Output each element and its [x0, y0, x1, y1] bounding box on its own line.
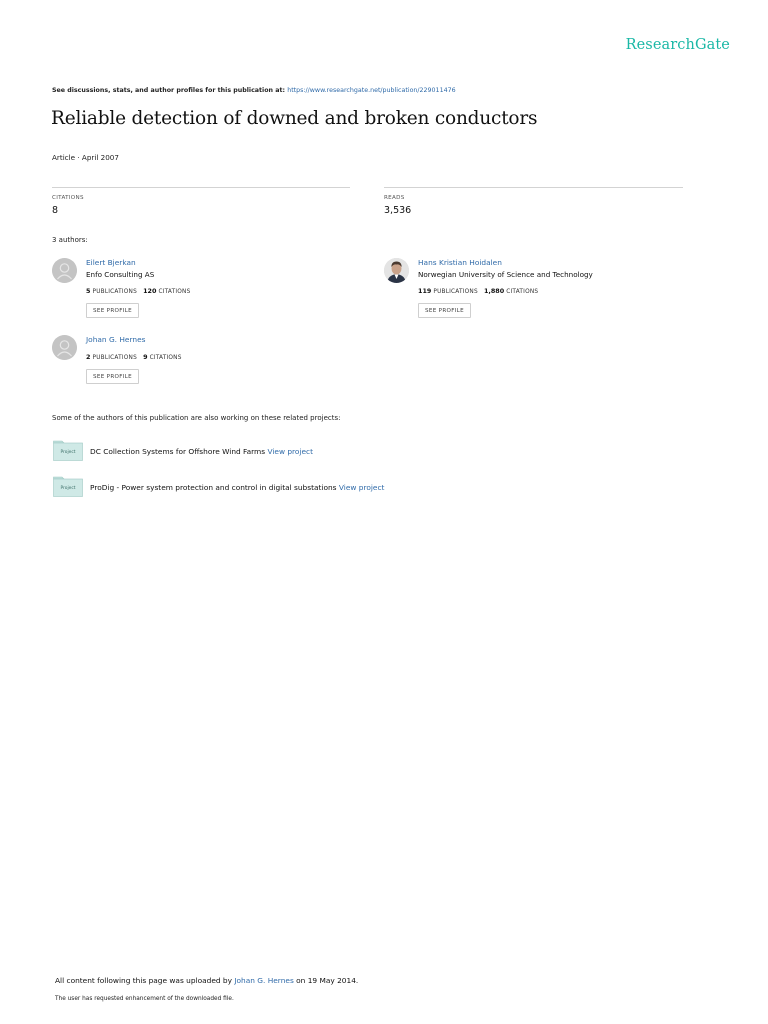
project-folder-label: Project [60, 486, 76, 491]
citations-count: 120 [143, 287, 157, 295]
divider [384, 187, 683, 188]
citations-label: CITATIONS [158, 289, 191, 295]
project-item [90, 483, 384, 492]
view-project-link[interactable]: View project [267, 447, 313, 456]
view-project-link[interactable]: View project [338, 483, 385, 492]
divider [52, 187, 350, 188]
authors-heading: 3 authors: [52, 236, 88, 244]
author-photo-icon [384, 258, 409, 283]
citations-count: 9 [143, 353, 148, 361]
project-folder-icon [53, 476, 83, 501]
author-institution: Enfo Consulting AS [86, 270, 155, 279]
publications-label: PUBLICATIONS [92, 355, 137, 361]
author-stats [418, 287, 538, 295]
publications-label: PUBLICATIONS [433, 289, 478, 295]
user-placeholder-icon [52, 258, 77, 283]
avatar[interactable] [52, 335, 77, 360]
project-item [90, 447, 313, 456]
researchgate-logo[interactable]: ResearchGate [625, 37, 730, 53]
publications-count: 119 [418, 287, 432, 295]
author-stats [86, 287, 190, 295]
upload-prefix: All content following this page was uploaded by [55, 976, 235, 985]
enhancement-note: The user has requested enhancement of the downloaded file. [55, 996, 234, 1002]
citations-value: 8 [52, 205, 59, 216]
avatar[interactable] [52, 258, 77, 283]
publication-url-link[interactable]: https://www.researchgate.net/publication/229011476 [287, 87, 456, 94]
discussion-prefix: See discussions, stats, and author profiles for this publication at: [52, 87, 288, 94]
author-stats [86, 353, 182, 361]
related-projects-heading: Some of the authors of this publication are also working on these related projects: [52, 414, 341, 422]
avatar[interactable] [384, 258, 409, 283]
page-title: Reliable detection of downed and broken conductors [51, 108, 538, 129]
project-title: DC Collection Systems for Offshore Wind Farms [90, 447, 268, 456]
user-placeholder-icon [52, 335, 77, 360]
citations-label: CITATIONS [506, 289, 539, 295]
citations-label: CITATIONS [52, 195, 84, 201]
publications-label: PUBLICATIONS [92, 289, 137, 295]
reads-label: READS [384, 195, 405, 201]
citations-label: CITATIONS [149, 355, 182, 361]
upload-note [55, 976, 358, 985]
author-institution: Norwegian University of Science and Technology [418, 270, 593, 279]
publications-count: 5 [86, 287, 91, 295]
author-name-link[interactable]: Johan G. Hernes [86, 335, 146, 344]
project-folder-label: Project [60, 450, 76, 455]
article-meta: Article · April 2007 [52, 153, 119, 162]
citations-count: 1,880 [483, 287, 505, 295]
discussion-line [52, 87, 456, 94]
see-profile-button[interactable]: SEE PROFILE [86, 303, 139, 318]
reads-value: 3,536 [384, 205, 412, 216]
uploader-link[interactable]: Johan G. Hernes [234, 976, 294, 985]
project-title: ProDig - Power system protection and control in digital substations [90, 483, 339, 492]
author-name-link[interactable]: Hans Kristian Hoidalen [418, 258, 502, 267]
see-profile-button[interactable]: SEE PROFILE [418, 303, 471, 318]
see-profile-button[interactable]: SEE PROFILE [86, 369, 139, 384]
publications-count: 2 [86, 353, 91, 361]
upload-suffix: on 19 May 2014. [293, 976, 359, 985]
project-folder-icon [53, 440, 83, 465]
author-name-link[interactable]: Eilert Bjerkan [86, 258, 136, 267]
